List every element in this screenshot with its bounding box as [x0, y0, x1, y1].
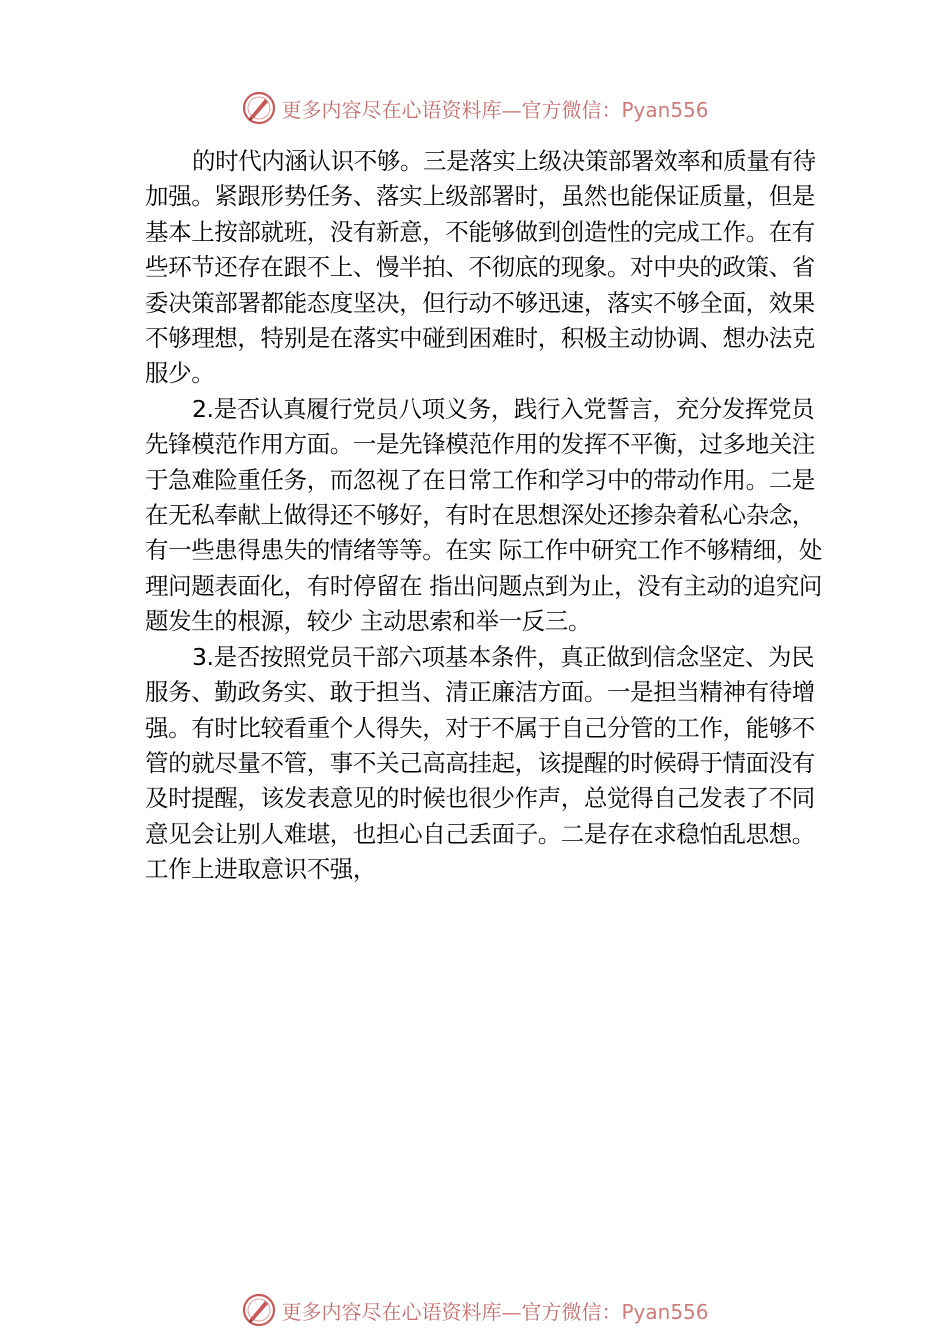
- watermark-wechat-id: Pyan556: [621, 1299, 709, 1324]
- paragraph-1: 的时代内涵认识不够。三是落实上级决策部署效率和质量有待加强。紧跟形势任务、落实上级部署时，虽然也能保证质量，但是基本上按部就班，没有新意，不能够做到创造性的完成工作。在有些环节还存在跟不上、慢半拍、不彻底的现象。对中央的政策、省委决策部署都能态度坚决，但行动不够迅速，落实不够全面，效果不够理想，特别是在落实中碰到困难时，积极主动协调、想办法克服少。: [145, 147, 816, 388]
- watermark-footer: [0, 1290, 950, 1330]
- paragraph-2: 2.是否认真履行党员八项义务，践行入党誓言，充分发挥党员先锋模范作用方面。一是先锋模范作用的发挥不平衡，过多地关注于急难险重任务，而忽视了在日常工作和学习中的带动作用。二是在无私奉献上做得还不够好，有时在思想深处还掺杂着私心杂念，有一些患得患失的情绪等等。在实 际工作中研究工作不够精细，处理问题表面化，有时停留在 指出问题点到为止，没有主动的追究问题发生的根源，较少 主动思索和举一反三。: [145, 394, 822, 636]
- watermark-wechat-id: Pyan556: [621, 97, 709, 122]
- watermark-header: [0, 88, 950, 128]
- watermark-text: 更多内容尽在心语资料库—官方微信：Pyan556: [281, 1299, 709, 1324]
- document-body: [145, 144, 835, 888]
- pen-seal-icon: [241, 90, 277, 126]
- pen-seal-icon: [241, 1292, 277, 1328]
- watermark-text: 更多内容尽在心语资料库—官方微信：Pyan556: [281, 97, 709, 122]
- paragraph-3: 3.是否按照党员干部六项基本条件，真正做到信念坚定、为民服务、勤政务实、敢于担当、清正廉洁方面。一是担当精神有待增强。有时比较看重个人得失，对于不属于自己分管的工作，能够不管的就尽量不管，事不关己高高挂起，该提醒的时候碍于情面没有及时提醒，该发表意见的时候也很少作声，总觉得自己发表了不同意见会让别人难堪，也担心自己丢面子。二是存在求稳怕乱思想。工作上进取意识不强，: [145, 642, 815, 884]
